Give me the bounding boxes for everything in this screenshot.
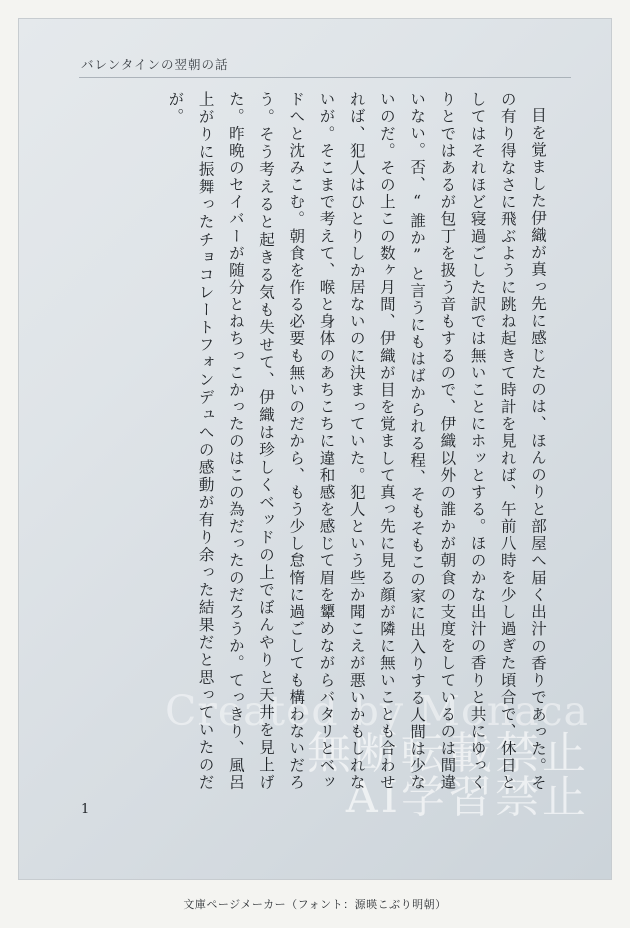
footer-credit: 文庫ページメーカー（フォント：源暎こぶり明朝） (183, 898, 447, 911)
page-title: バレンタインの翌朝の話 (81, 57, 229, 72)
watermark-line-1: Created by Monaca (164, 686, 589, 735)
watermark-line-3: AI学習禁止 (345, 771, 589, 823)
page-number: 1 (81, 802, 90, 817)
watermark-line-2: 無断転載禁止 (307, 727, 589, 779)
header-divider (79, 77, 571, 78)
body-paragraph: 目を覚ました伊織が真っ先に感じたのは、ほんのりと部屋へ届く出汁の香りであった。その有り得なさに飛ぶように跳ね起きて時計を見れば、午前八時を少し過ぎた頃合で、休日としてはそれほど寝過ごした訳では無いことにホッとする。ほのかな出汁の香りと共にゆっくりとではあるが包丁を扱う音もするので、伊織以外の誰かが朝食の支度をしているのは間違いない。否、“誰か”と言うにもはばかられる程、そもそもこの家に出入りする人間は少ないのだ。その上この数ヶ月間、伊織が目を覚まして真っ先に見る顔が隣に無いことも合わせれば、犯人はひとりしか居ないのに決まっていた。犯人という些か聞こえが悪いかもしれないが。そこまで考えて、喉と身体のあちこちに違和感を感じて眉を顰めながらバタリとベッドへと沈みこむ。朝食を作る必要も無いのだから、もう少し怠惰に過ごしても構わないだろう。そう考えると起きる気も失せて、伊織は珍しくベッドの上でぼんやりと天井を見上げた。昨晩のセイバーが随分とねちっこかったのはこの為だったのだろうか。てっきり、風呂上がりに振舞ったチョコレートフォンデュへの感動が有り余った結果だと思っていたのだが。 (166, 91, 547, 791)
vertical-body-text (73, 91, 553, 791)
paper-sheet (18, 18, 612, 880)
